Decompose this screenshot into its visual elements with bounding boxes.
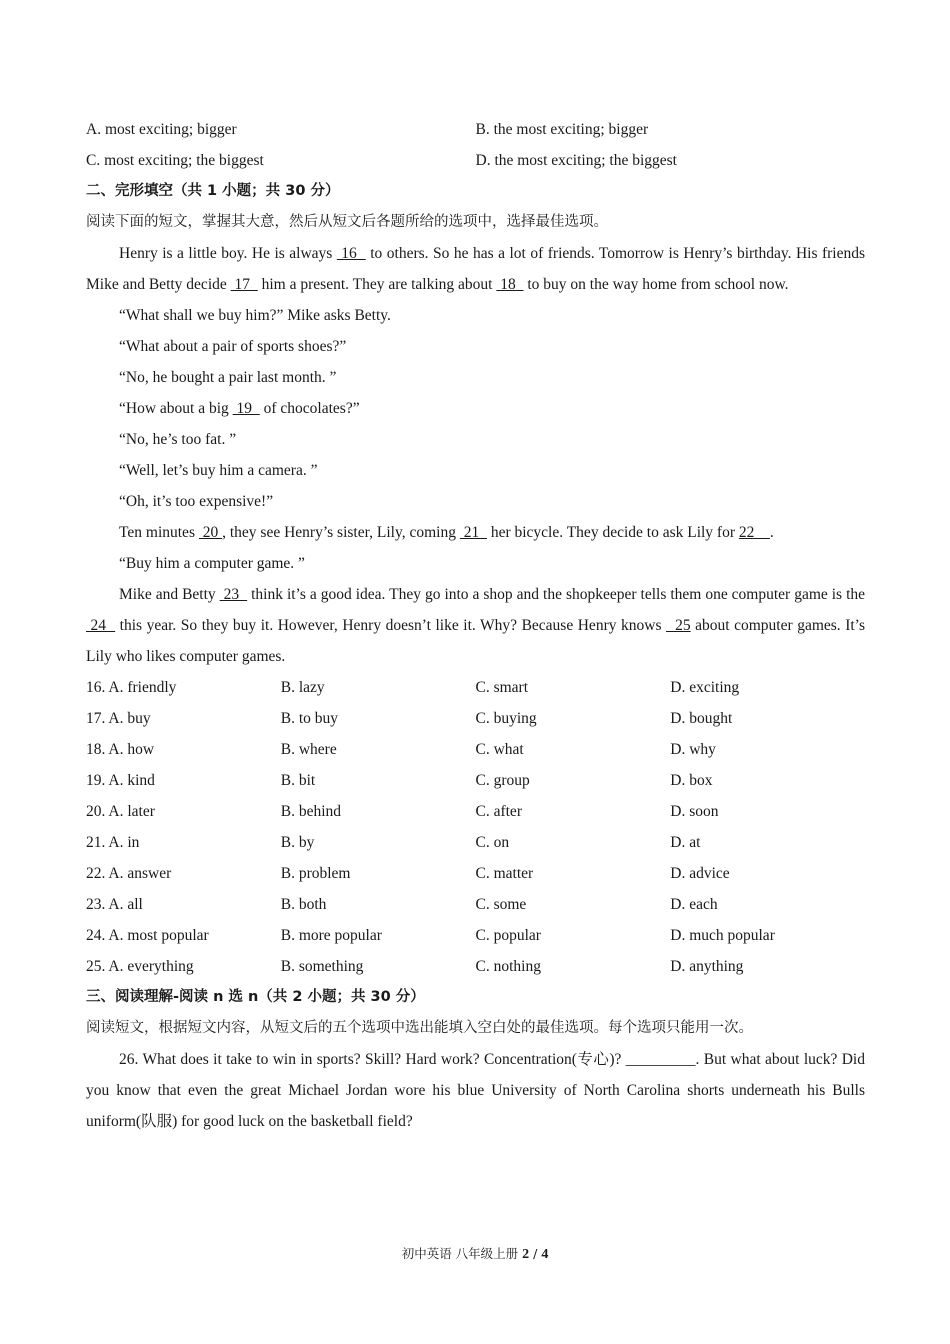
blank-18: 18 xyxy=(496,276,524,293)
cloze-paragraph-1 xyxy=(86,238,865,300)
text-run: “How about a big xyxy=(119,400,233,417)
option-b: B. the most exciting; bigger xyxy=(475,121,649,138)
question-options-21 xyxy=(86,827,865,858)
text-run: think it’s a good idea. They go into a shop and the shopkeeper tells them one computer game is the xyxy=(247,586,866,603)
option-d: D. anything xyxy=(670,958,744,975)
dialog-line: “Buy him a computer game. ” xyxy=(119,555,305,572)
option-d: D. much popular xyxy=(670,927,775,944)
question-options-23 xyxy=(86,889,865,920)
question-options-16 xyxy=(86,672,865,703)
option-a: 22. A. answer xyxy=(86,865,172,882)
option-row-ab xyxy=(86,114,865,145)
cloze-paragraph-3 xyxy=(86,579,865,672)
option-a: 21. A. in xyxy=(86,834,140,851)
text-run: 26. What does it take to win in sports? Skill? Hard work? Concentration(专心)? xyxy=(119,1051,626,1068)
option-a: 25. A. everything xyxy=(86,958,194,975)
blank-21: 21 xyxy=(459,524,487,541)
blank-17: 17 xyxy=(230,276,258,293)
option-b: B. lazy xyxy=(280,679,325,696)
text-run: . But what about luck? Did you know that even the great Michael Jordan wore his blue University of North Carolina shorts underneath his Bulls uniform(队服) for good luck on the basketball field? xyxy=(86,1051,865,1130)
reading-paragraph-26 xyxy=(86,1044,865,1137)
option-b: B. both xyxy=(280,896,327,913)
dialog-line: “Oh, it’s too expensive!” xyxy=(119,493,274,510)
option-a: 16. A. friendly xyxy=(86,679,177,696)
page-separator: / xyxy=(529,1246,542,1261)
page-footer xyxy=(0,1244,950,1263)
text-run: Mike and Betty xyxy=(119,586,220,603)
option-d: D. the most exciting; the biggest xyxy=(475,152,677,169)
text-run: to others. So he has a lot of friends. Tomorrow is Henry’s birthday. His friends Mike and Betty decide xyxy=(86,245,866,293)
option-b: B. where xyxy=(280,741,337,758)
dialog-line: “What shall we buy him?” Mike asks Betty. xyxy=(119,307,391,324)
option-a: 17. A. buy xyxy=(86,710,151,727)
option-b: B. something xyxy=(280,958,364,975)
dialog-line: “No, he’s too fat. ” xyxy=(119,431,237,448)
option-c: C. what xyxy=(475,741,524,758)
footer-subject: 初中英语 八年级上册 xyxy=(401,1246,523,1261)
dialog-line: “Well, let’s buy him a camera. ” xyxy=(119,462,318,479)
option-row-cd xyxy=(86,145,865,176)
blank-22: 22 xyxy=(738,524,770,541)
option-a: 24. A. most popular xyxy=(86,927,209,944)
option-a: 18. A. how xyxy=(86,741,155,758)
option-a: 20. A. later xyxy=(86,803,155,820)
option-c: C. popular xyxy=(475,927,541,944)
section3-instruction: 阅读短文，根据短文内容，从短文后的五个选项中选出能填入空白处的最佳选项。每个选项只能用一次。 xyxy=(86,1020,753,1036)
option-b: B. more popular xyxy=(280,927,382,944)
blank-24: 24 xyxy=(86,617,116,634)
document-page xyxy=(86,114,865,1137)
option-d: D. each xyxy=(670,896,718,913)
text-run: this year. So they buy it. However, Henry doesn’t like it. Why? Because Henry knows xyxy=(115,617,667,634)
dialog-line: “What about a pair of sports shoes?” xyxy=(119,338,347,355)
option-d: D. at xyxy=(670,834,701,851)
page-number: 2 xyxy=(522,1247,530,1262)
text-run: about computer games. It’s Lily who likes computer games. xyxy=(86,617,866,665)
text-run: Henry is a little boy. He is always xyxy=(119,245,337,262)
question-options-19 xyxy=(86,765,865,796)
text-run: him a present. They are talking about xyxy=(257,276,497,293)
option-d: D. advice xyxy=(670,865,730,882)
blank-25: 25 xyxy=(666,617,691,634)
blank-26: _________ xyxy=(625,1051,696,1068)
option-b: B. to buy xyxy=(280,710,339,727)
option-a: A. most exciting; bigger xyxy=(86,121,237,138)
option-c: C. matter xyxy=(475,865,534,882)
option-a: 23. A. all xyxy=(86,896,143,913)
page-total: 4 xyxy=(541,1247,549,1262)
question-options-20 xyxy=(86,796,865,827)
dialog-line: “No, he bought a pair last month. ” xyxy=(119,369,337,386)
option-b: B. problem xyxy=(280,865,351,882)
question-options-18 xyxy=(86,734,865,765)
question-options-24 xyxy=(86,920,865,951)
dialog-line-19 xyxy=(86,393,865,424)
option-c: C. nothing xyxy=(475,958,541,975)
option-c: C. group xyxy=(475,772,530,789)
question-options-25 xyxy=(86,951,865,982)
text-run: her bicycle. They decide to ask Lily for xyxy=(486,524,739,541)
blank-23: 23 xyxy=(219,586,248,603)
question-options-17 xyxy=(86,703,865,734)
option-d: D. box xyxy=(670,772,713,789)
option-d: D. bought xyxy=(670,710,733,727)
option-c: C. smart xyxy=(475,679,529,696)
option-c: C. on xyxy=(475,834,510,851)
option-c: C. after xyxy=(475,803,522,820)
text-run: to buy on the way home from school now. xyxy=(523,276,789,293)
option-b: B. by xyxy=(280,834,315,851)
section2-heading: 二、完形填空（共 1 小题；共 30 分） xyxy=(86,183,340,199)
option-d: D. soon xyxy=(670,803,719,820)
cloze-paragraph-2 xyxy=(86,517,865,548)
blank-19: 19 xyxy=(232,400,260,417)
option-b: B. behind xyxy=(280,803,342,820)
option-d: D. why xyxy=(670,741,716,758)
option-c: C. some xyxy=(475,896,527,913)
blank-16: 16 xyxy=(336,245,366,262)
option-b: B. bit xyxy=(280,772,316,789)
text-run: . xyxy=(769,524,774,541)
option-c: C. most exciting; the biggest xyxy=(86,152,264,169)
text-run: Ten minutes xyxy=(119,524,199,541)
section3-heading: 三、阅读理解-阅读 n 选 n（共 2 小题；共 30 分） xyxy=(86,989,425,1005)
section2-instruction: 阅读下面的短文，掌握其大意，然后从短文后各题所给的选项中，选择最佳选项。 xyxy=(86,214,608,230)
option-c: C. buying xyxy=(475,710,537,727)
blank-20: 20 xyxy=(198,524,223,541)
text-run: of chocolates?” xyxy=(259,400,360,417)
option-d: D. exciting xyxy=(670,679,740,696)
text-run: , they see Henry’s sister, Lily, coming xyxy=(222,524,460,541)
option-a: 19. A. kind xyxy=(86,772,155,789)
question-options-22 xyxy=(86,858,865,889)
